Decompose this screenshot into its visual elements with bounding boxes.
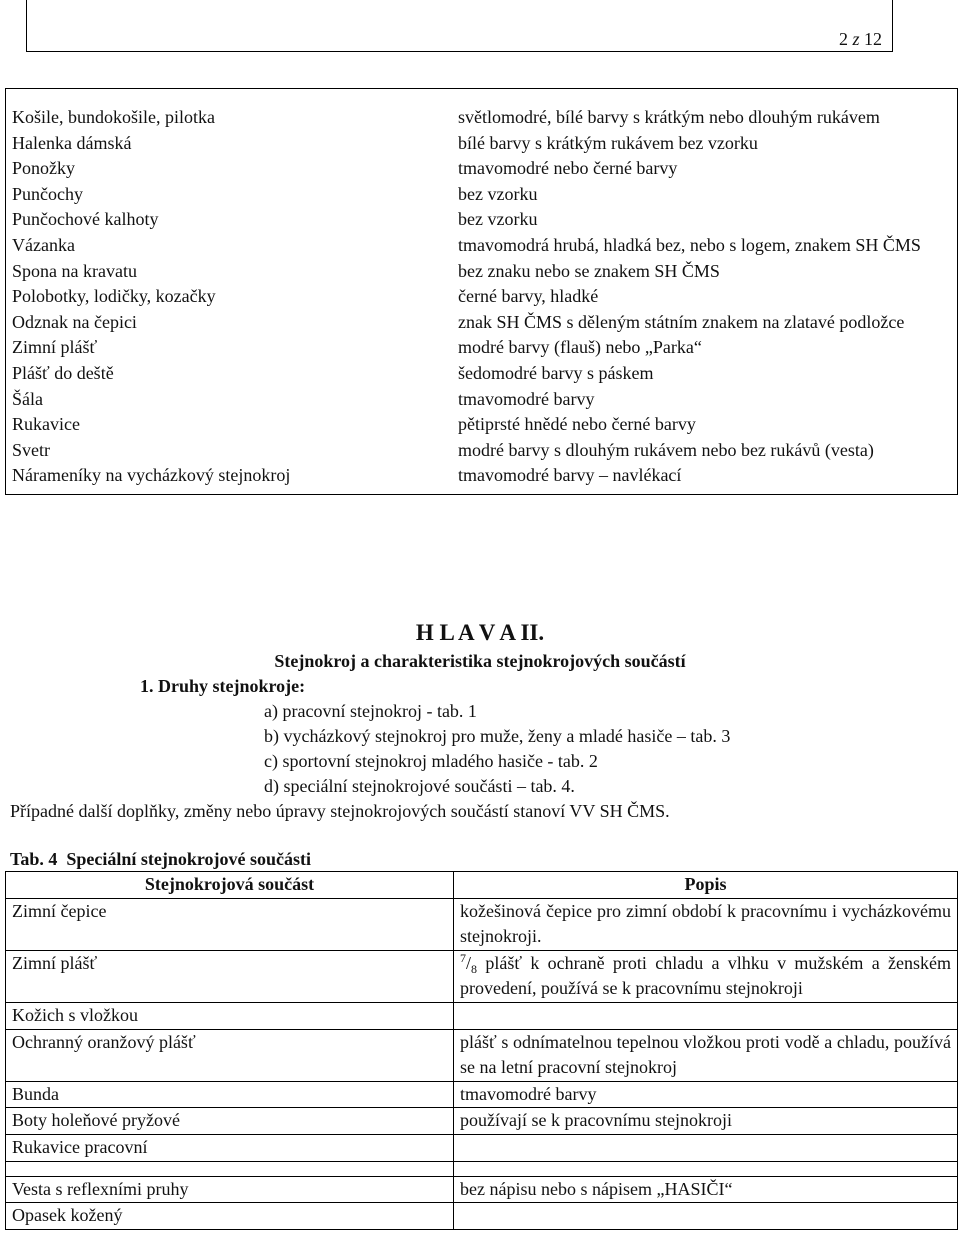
chapter-subtitle: Stejnokroj a charakteristika stejnokrojových součástí <box>274 651 686 671</box>
item-description: pětiprsté hnědé nebo černé barvy <box>458 414 696 435</box>
item-description: modré barvy s dlouhým rukávem nebo bez rukávů (vesta) <box>458 439 874 460</box>
table-row <box>6 259 958 285</box>
chapter-heading: H L A V A II. <box>415 620 545 645</box>
part-description: používají se k pracovnímu stejnokroji <box>454 1108 958 1135</box>
list-item: a) pracovní stejnokroj - tab. 1 <box>264 701 477 721</box>
item-name: Svetr <box>12 439 50 460</box>
item-name: Vázanka <box>12 234 75 255</box>
item-name: Plášť do deště <box>12 362 114 383</box>
item-description: světlomodré, bílé barvy s krátkým nebo dlouhým rukávem <box>458 107 880 127</box>
item-description: bez znaku nebo se znakem SH ČMS <box>458 260 720 281</box>
item-name: Halenka dámská <box>12 132 132 153</box>
part-name: Kožich s vložkou <box>6 1002 454 1029</box>
part-name: Vesta s reflexními pruhy <box>6 1176 454 1203</box>
table-row <box>6 387 958 413</box>
item-description: znak SH ČMS s děleným státním znakem na zlatavé podložce <box>458 311 905 332</box>
table-row <box>6 310 958 336</box>
part-description: tmavomodré barvy <box>454 1081 958 1108</box>
part-name: Boty holeňové pryžové <box>6 1108 454 1135</box>
special-parts-table <box>5 871 958 1230</box>
part-description: $^7/_8$ plášť k ochraně proti chladu a vlhku v mužském a ženském provedení, používá se k pracovnímu stejnokroji <box>454 950 958 1002</box>
table-row <box>6 335 958 361</box>
table-row <box>6 1081 958 1108</box>
point-title: 1. Druhy stejnokroje: <box>140 676 306 696</box>
part-description: bez nápisu nebo s nápisem „HASIČI“ <box>454 1176 958 1203</box>
table-row <box>6 156 958 182</box>
item-name: Spona na kravatu <box>12 260 137 281</box>
part-name: Zimní čepice <box>6 898 454 950</box>
part-description <box>454 1203 958 1230</box>
item-description: tmavomodré barvy <box>458 388 595 409</box>
table-row <box>6 438 958 464</box>
part-name: Rukavice pracovní <box>6 1134 454 1161</box>
column-header: Popis <box>454 872 958 899</box>
item-description: tmavomodrá hrubá, hladká bez, nebo s logem, znakem SH ČMS <box>458 234 921 255</box>
part-name: Bunda <box>6 1081 454 1108</box>
item-name: Punčochy <box>12 183 83 204</box>
part-name: Opasek kožený <box>6 1203 454 1230</box>
page-number: 2 z 12 <box>838 29 882 49</box>
item-description: modré barvy (flauš) nebo „Parka“ <box>458 337 702 358</box>
item-description: šedomodré barvy s páskem <box>458 362 654 383</box>
list-item: c) sportovní stejnokroj mladého hasiče - tab. 2 <box>264 751 598 771</box>
item-name: Punčochové kalhoty <box>12 209 159 230</box>
part-description: kožešinová čepice pro zimní období k pracovnímu i vycházkovému stejnokroji. <box>454 898 958 950</box>
table-row <box>6 1176 958 1203</box>
spacer-row <box>6 1161 958 1176</box>
part-name: Ochranný oranžový plášť <box>6 1029 454 1081</box>
table-row <box>6 182 958 208</box>
table-row <box>6 207 958 233</box>
note-paragraph: Případné další doplňky, změny nebo úpravy stejnokrojových součástí stanoví VV SH ČMS. <box>10 801 670 821</box>
table-row <box>6 412 958 438</box>
item-name: Polobotky, lodičky, kozačky <box>12 286 216 307</box>
table-row <box>6 1108 958 1135</box>
page-header <box>26 0 893 52</box>
table-row <box>6 361 958 387</box>
fraction: $^7/_8$ <box>460 950 478 976</box>
part-description <box>454 1134 958 1161</box>
part-name: Zimní plášť <box>6 950 454 1002</box>
item-name: Rukavice <box>12 414 80 435</box>
part-description <box>454 1002 958 1029</box>
item-description: bílé barvy s krátkým rukávem bez vzorku <box>458 132 758 153</box>
table-row <box>6 1134 958 1161</box>
uniform-parts-table <box>5 88 958 495</box>
part-description: plášť s odnímatelnou tepelnou vložkou proti vodě a chladu, používá se na letní pracovní stejnokroj <box>454 1029 958 1081</box>
table-row <box>6 233 958 259</box>
item-description: bez vzorku <box>458 183 538 204</box>
item-description: tmavomodré nebo černé barvy <box>458 158 678 179</box>
table-row <box>6 463 958 494</box>
table-row <box>6 1029 958 1081</box>
item-description: bez vzorku <box>458 209 538 230</box>
table-row <box>6 284 958 310</box>
item-description: černé barvy, hladké <box>458 286 599 307</box>
table-row <box>6 131 958 157</box>
table-row <box>6 898 958 950</box>
table-row <box>6 950 958 1002</box>
list-item: d) speciální stejnokrojové součásti – tab. 4. <box>264 776 575 796</box>
item-name: Košile, bundokošile, pilotka <box>12 107 215 127</box>
item-name: Nárameníky na vycházkový stejnokroj <box>12 465 291 486</box>
column-header: Stejnokrojová součást <box>6 872 454 899</box>
table-title: Tab. 4 Speciální stejnokrojové součásti <box>10 849 312 869</box>
item-description: tmavomodré barvy – navlékací <box>458 465 682 486</box>
list-item: b) vycházkový stejnokroj pro muže, ženy a mladé hasiče – tab. 3 <box>264 726 731 746</box>
table-row <box>6 89 958 131</box>
item-name: Ponožky <box>12 158 75 179</box>
item-name: Zimní plášť <box>12 337 98 358</box>
item-name: Odznak na čepici <box>12 311 137 332</box>
table-row <box>6 1203 958 1230</box>
table-row <box>6 1002 958 1029</box>
item-name: Šála <box>12 388 43 409</box>
